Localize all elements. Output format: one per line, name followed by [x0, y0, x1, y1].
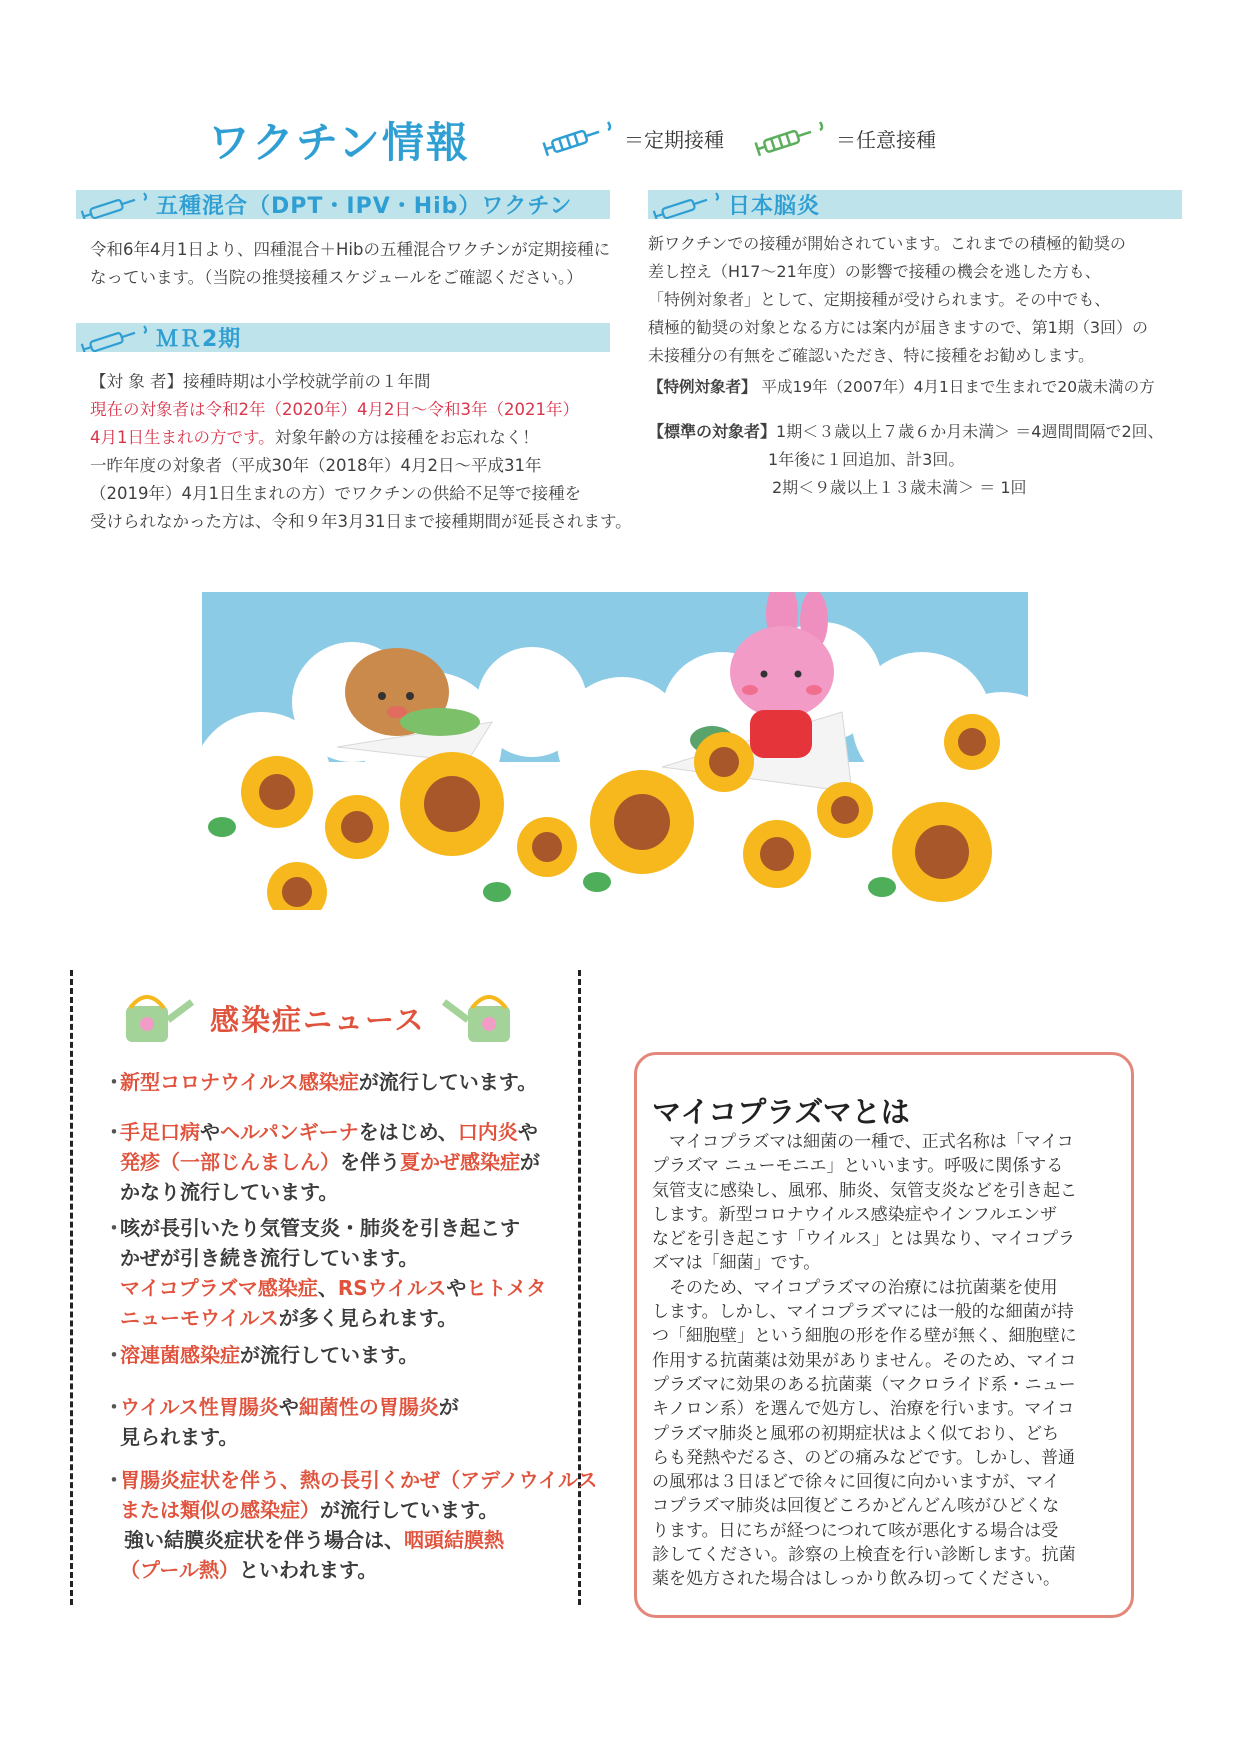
news-highlight: 胃腸炎症状を伴う、熱の長引くかぜ（アデノウイルス	[120, 1468, 598, 1492]
news-text: や	[278, 1395, 299, 1419]
mr-line: 受けられなかった方は、令和９年3月31日まで接種期間が延長されます。	[90, 512, 632, 531]
mr-body	[90, 368, 632, 536]
news-text: や	[200, 1120, 220, 1144]
news-highlight: 夏かぜ感染症	[400, 1150, 520, 1174]
myco-line: などを引き起こす「ウイルス」とは異なり、マイコプラ	[652, 1229, 1075, 1250]
news-text: が流行しています。	[358, 1070, 538, 1094]
news-text: かぜが引き続き流行しています。	[120, 1246, 419, 1270]
news-text: 強い結膜炎症状を伴う場合は、	[124, 1528, 404, 1552]
news-highlight: 細菌性の胃腸炎	[298, 1395, 439, 1419]
dashed-divider-left	[70, 970, 73, 1605]
myco-line: プラズマ肺炎と風邪の初期症状はよく似ており、どち	[652, 1423, 1060, 1444]
je-special-text: 平成19年（2007年）4月1日まで生まれで20歳未満の方	[761, 378, 1155, 396]
syringe-blue-icon	[540, 118, 620, 158]
myco-line: プラズマ ニューモニエ」といいます。呼吸に関係する	[652, 1156, 1064, 1177]
myco-line: ズマは「細菌」です。	[652, 1253, 821, 1274]
dpt-header-band	[76, 190, 610, 219]
je-standard-line: 2期＜９歳以上１３歳未満＞ ＝ 1回	[772, 478, 1027, 497]
news-text: や	[446, 1276, 467, 1300]
myco-line: 薬を処方された場合はしっかり飲み切ってください。	[652, 1569, 1060, 1590]
news-text: が	[438, 1395, 459, 1419]
dpt-title: 五種混合（DPT・IPV・Hib）ワクチン	[156, 194, 573, 219]
mycoplasma-body	[652, 1130, 1114, 1592]
news-text: 咳が長引いたり気管支炎・肺炎を引き起こす	[120, 1216, 520, 1240]
dpt-line: 令和6年4月1日より、四種混合＋Hibの五種混合ワクチンが定期接種に	[90, 240, 611, 259]
news-highlight: 溶連菌感染症	[120, 1343, 240, 1367]
mr-line-red: 現在の対象者は令和2年（2020年）4月2日～令和3年（2021年）	[90, 400, 579, 419]
je-standard-line: 1年後に１回追加、計3回。	[768, 450, 965, 469]
je-standard-text: 1期＜３歳以上７歳６か月未満＞ ＝4週間間隔で2回、	[776, 422, 1164, 441]
dpt-line: なっています。（当院の推奨接種スケジュールをご確認ください。）	[90, 268, 583, 287]
myco-line: らも発熱やだるさ、のどの痛みなどです。しかし、普通	[652, 1447, 1075, 1468]
je-special-label: 【特例対象者】	[648, 378, 757, 396]
myco-line: します。新型コロナウイルス感染症やインフルエンザ	[652, 1204, 1057, 1225]
myco-line: プラズマに効果のある抗菌薬（マクロライド系・ニュー	[652, 1374, 1076, 1395]
news-highlight: ヘルパンギーナ	[220, 1120, 359, 1144]
page-title: ワクチン情報	[208, 118, 470, 167]
je-standard-label: 【標準の対象者】	[648, 422, 777, 441]
dpt-body	[90, 236, 610, 292]
syringe-blue-icon	[76, 190, 156, 219]
news-highlight: マイコプラズマ感染症	[120, 1276, 318, 1300]
news-highlight: ヒトメタ	[466, 1276, 547, 1300]
myco-line: つ「細胞壁」という細胞の形を作る壁が無く、細胞壁に	[652, 1326, 1077, 1347]
news-item-5: ・ウイルス性胃腸炎や細菌性の胃腸炎が 見られます。	[104, 1392, 459, 1452]
je-line: 新ワクチンでの接種が開始されています。これまでの積極的勧奨の	[648, 234, 1126, 253]
news-text: 、	[317, 1276, 338, 1300]
myco-line: します。しかし、マイコプラズマには一般的な細菌が持	[652, 1302, 1074, 1323]
news-text: かなり流行しています。	[120, 1180, 339, 1204]
news-highlight: 咽頭結膜熱	[404, 1528, 504, 1552]
news-highlight: 手足口病	[120, 1120, 200, 1144]
syringe-blue-icon	[76, 323, 156, 352]
mr-line-red: 4月1日生まれの方です。	[90, 428, 275, 447]
mr-header-band	[76, 323, 610, 352]
je-title: 日本脳炎	[728, 194, 821, 219]
news-text: や	[517, 1120, 538, 1144]
je-line: 差し控え（H17～21年度）の影響で接種の機会を逃した方も、	[648, 262, 1101, 281]
syringe-green-icon	[752, 118, 832, 158]
news-text: が	[520, 1150, 540, 1174]
news-text: といわれます。	[239, 1558, 378, 1582]
mr-line	[90, 424, 632, 452]
myco-line: コプラズマ肺炎は回復どころかどんどん咳がひどくな	[652, 1496, 1060, 1517]
news-highlight: ウイルス性胃腸炎	[120, 1395, 279, 1419]
news-highlight: RSウイルス	[337, 1276, 447, 1300]
news-item-3: ・咳が長引いたり気管支炎・肺炎を引き起こす かぜが引き続き流行しています。 マイコプラズマ感染症、RSウイルスやヒトメタ ニューモウイルスが多く見られます。	[104, 1216, 547, 1330]
news-text: が流行しています。	[240, 1343, 419, 1367]
news-title: 感染症ニュース	[210, 1002, 426, 1037]
news-text: 見られます。	[120, 1425, 239, 1449]
legend-optional	[752, 118, 936, 158]
news-text: が多く見られます。	[278, 1306, 458, 1330]
watering-can-icon	[440, 990, 518, 1046]
news-item-6: ・胃腸炎症状を伴う、熱の長引くかぜ（アデノウイルス または類似の感染症）が流行しています。 強い結膜炎症状を伴う場合は、咽頭結膜熱 （プール熱）といわれます。	[104, 1468, 598, 1582]
je-line: 未接種分の有無をご確認いただき、特に接種をお勧めします。	[648, 346, 1095, 365]
je-standard-line	[648, 418, 1164, 446]
legend-routine-label: ＝定期接種	[624, 127, 724, 152]
mr-title: ＭＲ2期	[156, 327, 242, 352]
news-highlight: ニューモウイルス	[120, 1306, 279, 1330]
je-standard	[648, 418, 1164, 502]
news-item-1: ・新型コロナウイルス感染症が流行しています。	[104, 1070, 538, 1094]
mr-line: 一昨年度の対象者（平成30年（2018年）4月2日～平成31年	[90, 456, 542, 475]
news-text: を伴う	[340, 1150, 400, 1174]
sunflower-sky-illustration	[202, 592, 1028, 910]
je-line: 積極的勧奨の対象となる方には案内が届きますので、第1期（3回）の	[648, 318, 1149, 337]
news-highlight: 発疹（一部じんましん）	[120, 1150, 340, 1174]
news-item-2: ・手足口病やヘルパンギーナをはじめ、口内炎や 発疹（一部じんましん）を伴う夏かぜ感染症が かなり流行しています。	[104, 1117, 540, 1207]
mr-line: 【対 象 者】接種時期は小学校就学前の１年間	[90, 372, 431, 391]
je-body	[648, 230, 1148, 370]
news-highlight: 口内炎	[457, 1120, 518, 1144]
news-header	[118, 990, 518, 1046]
syringe-blue-icon	[648, 190, 728, 219]
legend-routine	[540, 118, 724, 158]
news-text: が流行しています。	[320, 1498, 499, 1522]
news-text: をはじめ、	[358, 1120, 458, 1144]
myco-line: 気管支に感染し、風邪、肺炎、気管支炎などを引き起こ	[652, 1180, 1077, 1201]
watering-can-icon	[118, 990, 196, 1046]
je-special	[648, 373, 1155, 401]
mr-line-text: 対象年齢の方は接種をお忘れなく！	[274, 428, 539, 447]
news-highlight: （プール熱）	[120, 1558, 239, 1582]
news-highlight: 新型コロナウイルス感染症	[120, 1070, 359, 1094]
legend-optional-label: ＝任意接種	[836, 127, 936, 152]
myco-line: マイコプラズマは細菌の一種で、正式名称は「マイコ	[652, 1132, 1074, 1152]
myco-line: 診してください。診察の上検査を行い診断します。抗菌	[652, 1545, 1076, 1566]
mycoplasma-title: マイコプラズマとは	[652, 1095, 910, 1129]
je-line: 「特例対象者」として、定期接種が受けられます。その中でも、	[648, 290, 1111, 309]
news-highlight: または類似の感染症）	[120, 1498, 320, 1522]
myco-line: ります。日にちが経つにつれて咳が悪化する場合は受	[652, 1520, 1059, 1541]
mr-line: （2019年）4月1日生まれの方）でワクチンの供給不足等で接種を	[90, 484, 582, 503]
myco-line: の風邪は３日ほどで徐々に回復に向かいますが、マイ	[652, 1472, 1060, 1493]
myco-line: そのため、マイコプラズマの治療には抗菌薬を使用	[652, 1277, 1058, 1298]
news-item-4: ・溶連菌感染症が流行しています。	[104, 1343, 419, 1367]
myco-line: 作用する抗菌薬は効果がありません。そのため、マイコ	[652, 1350, 1077, 1371]
je-header-band	[648, 190, 1182, 219]
myco-line: キノロン系）を選んで処方し、治療を行います。マイコ	[652, 1399, 1075, 1420]
